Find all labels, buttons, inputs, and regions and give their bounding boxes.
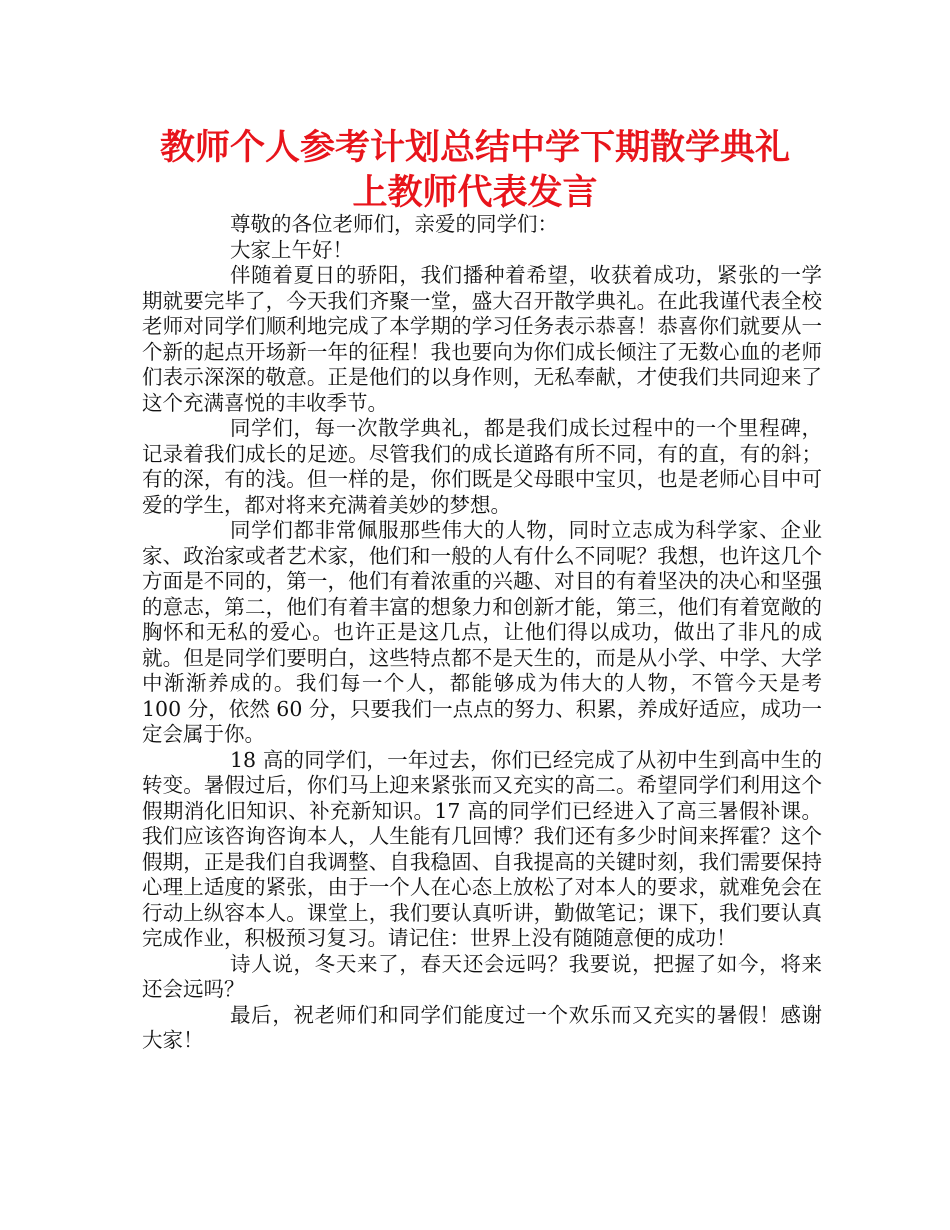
body-paragraph: 诗人说，冬天来了，春天还会远吗？我要说，把握了如今，将来还会远吗？ bbox=[142, 951, 822, 1001]
closing-paragraph: 最后，祝老师们和同学们能度过一个欢乐而又充实的暑假！感谢大家！ bbox=[142, 1002, 822, 1052]
greeting-paragraph: 大家上午好！ bbox=[230, 237, 353, 262]
document-body bbox=[142, 212, 822, 1054]
title-line-1: 教师个人参考计划总结中学下期散学典礼 bbox=[159, 128, 790, 168]
title-line-2: 上教师代表发言 bbox=[352, 173, 598, 213]
document-title bbox=[120, 126, 830, 216]
body-paragraph: 同学们，每一次散学典礼，都是我们成长过程中的一个里程碑，记录着我们成长的足迹。尽管我们的成长道路有所不同，有的直，有的斜；有的深，有的浅。但一样的是，你们既是父母眼中宝贝，也是老师心目中可爱的学生，都对将来充满着美妙的梦想。 bbox=[142, 416, 822, 517]
salutation-paragraph: 尊敬的各位老师们，亲爱的同学们： bbox=[230, 212, 558, 236]
body-paragraph: 同学们都非常佩服那些伟大的人物，同时立志成为科学家、企业家、政治家或者艺术家，他们和一般的人有什么不同呢？我想，也许这几个方面是不同的，第一，他们有着浓重的兴趣、对目的有着坚决的决心和坚强的意志，第二，他们有着丰富的想象力和创新才能，第三，他们有着宽敞的胸怀和无私的爱心。也许正是这几点，让他们得以成功，做出了非凡的成就。但是同学们要明白，这些特点都不是天生的，而是从小学、中学、大学中渐渐养成的。我们每一个人，都能够成为伟大的人物，不管今天是考 100 分，依然 60 分，只要我们一点点的努力、积累，养成好适应，成功一定会属于你。 bbox=[142, 518, 822, 746]
body-paragraph: 伴随着夏日的骄阳，我们播种着希望，收获着成功，紧张的一学期就要完毕了，今天我们齐聚一堂，盛大召开散学典礼。在此我谨代表全校老师对同学们顺利地完成了本学期的学习任务表示恭喜！恭喜你们就要从一个新的起点开场新一年的征程！我也要向为你们成长倾注了无数心血的老师们表示深深的敬意。正是他们的以身作则，无私奉献，才使我们共同迎来了这个充满喜悦的丰收季节。 bbox=[142, 263, 822, 415]
body-paragraph: 18 高的同学们，一年过去，你们已经完成了从初中生到高中生的转变。暑假过后，你们马上迎来紧张而又充实的高二。希望同学们利用这个假期消化旧知识、补充新知识。17 高的同学们已经进入了高三暑假补课。我们应该咨询咨询本人，人生能有几回博？我们还有多少时间来挥霍？这个假期，正是我们自我调整、自我稳固、自我提高的关键时刻，我们需要保持心理上适度的紧张，由于一个人在心态上放松了对本人的要求，就难免会在行动上纵容本人。课堂上，我们要认真听讲，勤做笔记；课下，我们要认真完成作业，积极预习复习。请记住：世界上没有随随意便的成功！ bbox=[142, 747, 822, 950]
